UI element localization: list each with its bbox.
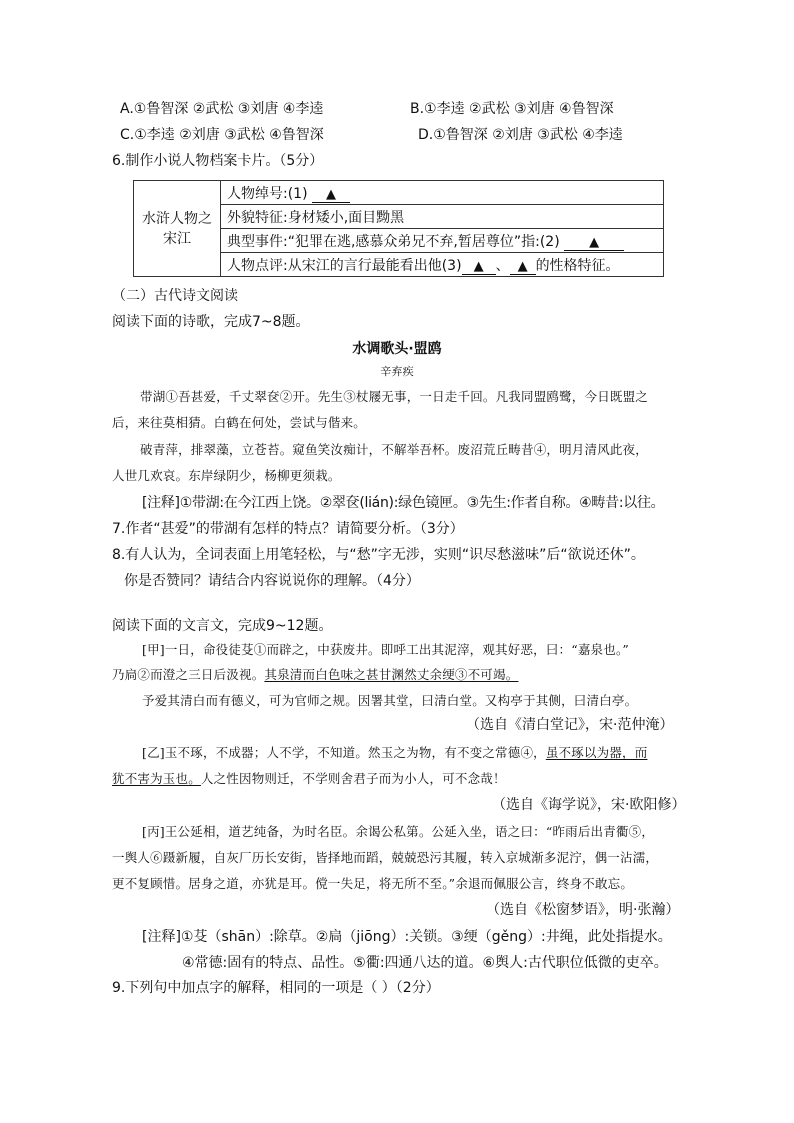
poem-author: 辛弃疾: [380, 365, 414, 378]
q5-option-c: C.①李逵 ②刘唐 ③武松 ④鲁智深: [120, 127, 324, 143]
passage-jia-underlined: 其泉清而白色味之甚甘渊然丈余绠③不可竭。: [264, 667, 519, 682]
poem-line-4: 人世几欢哀。东岸绿阴少，杨柳更须栽。: [112, 468, 341, 483]
card-row-comment-sep: 、: [495, 257, 510, 274]
blank-3: [462, 259, 496, 275]
card-row-appearance: 外貌特征:身材矮小,面目黝黑: [221, 205, 664, 229]
blank-4-mark: ▲: [517, 258, 528, 274]
card-row-event: [221, 229, 664, 253]
card-row-comment-tail: 的性格特征。: [535, 257, 620, 274]
section3-instruction: 阅读下面的文言文，完成9~12题。: [112, 618, 333, 634]
passage-jia-line-1: [甲]一日，命役徒芟①而辟之，中获废井。即呼工出其泥滓，观其好恶，曰：“嘉泉也。”: [142, 642, 629, 657]
poem-notes: [注释]①带湖:在今江西上饶。②翠奁(lián):绿色镜匣。③先生:作者自称。④畴昔:以往。: [142, 495, 665, 511]
blank-3-mark: ▲: [473, 258, 484, 274]
card-row-nickname: [221, 181, 664, 205]
passage-jia-source: （选自《清白堂记》，宋·范仲淹）: [466, 717, 674, 733]
card-row-comment-label: 人物点评:从宋江的言行最能看出他(3): [227, 257, 462, 274]
passage-yi-line-1: [142, 744, 647, 762]
question-8-line-2: 你是否赞同？请结合内容说说你的理解。（4分）: [124, 573, 420, 589]
passage-bing-line-1: [丙]王公延相，道艺纯备，为时名臣。余谒公私第。公延入坐，语之曰：“昨雨后出青衢⑤，: [142, 824, 655, 839]
card-title: 水浒人物之宋江: [134, 181, 221, 277]
q5-option-d: D.①鲁智深 ②刘唐 ③武松 ④李逵: [418, 127, 623, 143]
passage-yi-line-2b: 人之性因物则迁，不学则舍君子而为小人，可不念哉！: [200, 771, 506, 786]
blank-4: [510, 259, 536, 275]
blank-1-mark: ▲: [326, 186, 337, 202]
passage-yi-underlined-2: 犹不害为玉也。: [112, 771, 201, 786]
section2-instruction: 阅读下面的诗歌，完成7~8题。: [112, 314, 310, 330]
passage-yi-underlined-1: 虽不琢以为器，而: [545, 745, 648, 760]
prose-notes-line-2: ④常德:固有的特点、品性。⑤衢:四通八达的道。⑥舆人:古代职位低微的吏卒。: [182, 955, 668, 971]
q5-option-a: A.①鲁智深 ②武松 ③刘唐 ④李逵: [120, 101, 324, 117]
poem-line-1: 带湖①吾甚爱，千丈翠奁②开。先生③杖屦无事，一日走千回。凡我同盟鸥鹭，今日既盟之: [140, 389, 649, 404]
passage-yi-source: （选自《诲学说》，宋·欧阳修）: [492, 797, 686, 813]
poem-line-2: 后，来往莫相猜。白鹤在何处，尝试与偕来。: [112, 415, 367, 430]
blank-2: [564, 235, 624, 251]
section2-heading: （二）古代诗文阅读: [112, 288, 238, 304]
q6-stem: 6.制作小说人物档案卡片。（5分）: [112, 153, 324, 169]
passage-jia-line-2a: 乃扃②而澄之三日后汲视。: [112, 667, 265, 682]
passage-jia-line-2: [112, 666, 518, 684]
q5-option-b: B.①李逵 ②武松 ③刘唐 ④鲁智深: [410, 101, 614, 117]
character-card-table: [133, 180, 664, 277]
card-row-nickname-label: 人物绰号:(1): [227, 185, 308, 202]
passage-yi-line-1a: [乙]玉不琢，不成器；人不学，不知道。然玉之为物，有不变之常德④，: [142, 745, 546, 760]
passage-yi-line-2: [112, 770, 506, 788]
prose-notes-line-1: [注释]①芟（shān）:除草。②扃（jiōng）:关锁。③绠（gěng）:井绳，此处指提水。: [142, 929, 672, 945]
question-8-line-1: 8.有人认为，全词表面上用笔轻松，与“愁”字无涉，实则“识尽愁滋味”后“欲说还休”。: [112, 547, 645, 563]
question-9: 9.下列句中加点字的解释，相同的一项是（ ）（2分）: [112, 980, 440, 996]
card-row-event-label: 典型事件:“犯罪在逃,感慕众弟兄不弃,暂居尊位”指:(2): [227, 233, 560, 250]
poem-title: 水调歌头·盟鸥: [352, 341, 442, 357]
passage-bing-line-2: 一舆人⑥蹑新履，自灰厂历长安街，皆择地而蹈，兢兢恐污其履，转入京城渐多泥泞，偶一沾濡，: [112, 850, 659, 865]
passage-jia-line-3: 予爱其清白而有德义，可为官师之规。因署其堂，曰清白堂。又构亭于其侧，曰清白亭。: [142, 693, 638, 708]
card-row-comment: [221, 253, 664, 277]
blank-2-mark: ▲: [589, 234, 600, 250]
blank-1: [312, 187, 350, 203]
poem-line-3: 破青萍，排翠藻，立苍苔。窥鱼笑汝痴计，不解举吾杯。废沼荒丘畴昔④，明月清风此夜，: [140, 442, 649, 457]
question-7: 7.作者“甚爱”的带湖有怎样的特点？请简要分析。（3分）: [112, 521, 464, 537]
passage-bing-source: （选自《松窗梦语》，明·张瀚）: [486, 902, 680, 918]
passage-bing-line-3: 更不复顾惜。居身之道，亦犹是耳。傥一失足，将无所不至。”余退而佩服公言，终身不敢忘。: [112, 876, 634, 891]
